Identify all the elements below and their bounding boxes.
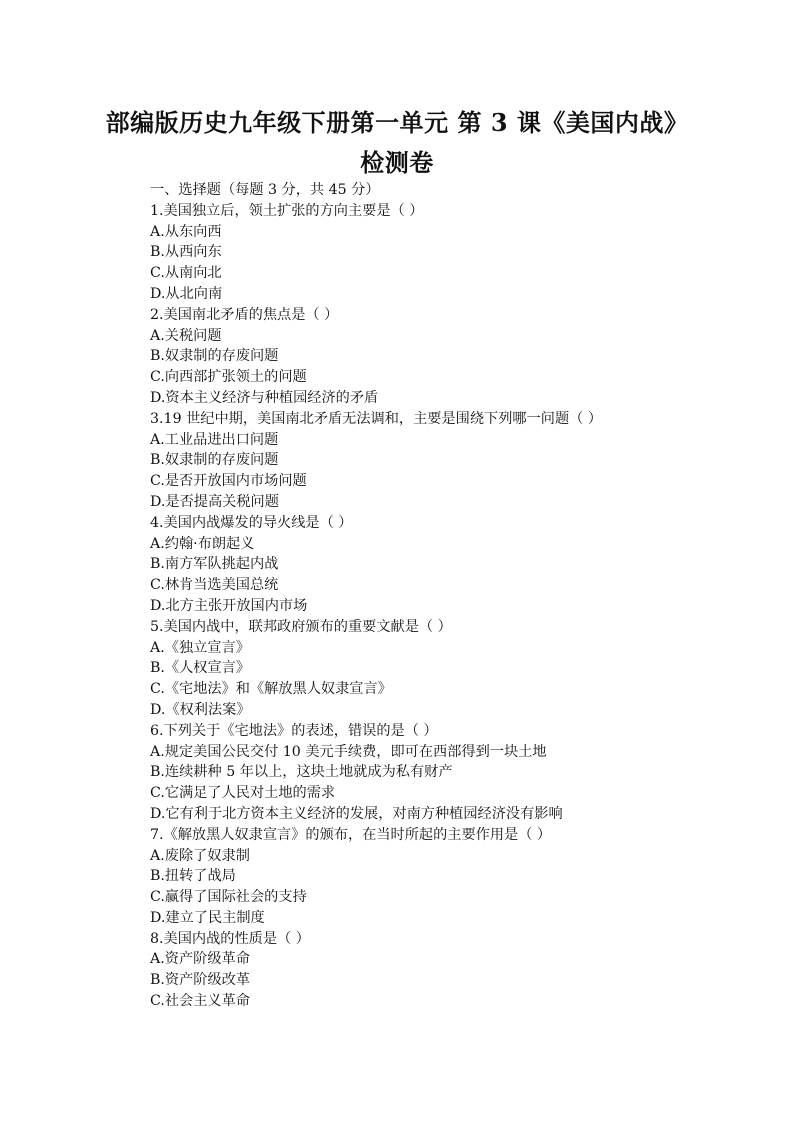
answer-option: A.资产阶级革命 — [150, 951, 250, 968]
answer-option: A.约翰·布朗起义 — [150, 535, 255, 552]
answer-option: A.关税问题 — [150, 327, 222, 344]
answer-option: C.它满足了人民对土地的需求 — [150, 785, 336, 802]
answer-option: D.是否提高关税问题 — [150, 493, 279, 510]
answer-option: D.资本主义经济与种植园经济的矛盾 — [150, 389, 379, 406]
question-stem: 8.美国内战的性质是（ ） — [150, 930, 310, 947]
answer-option: B.资产阶级改革 — [150, 972, 251, 989]
answer-option: D.从北向南 — [150, 285, 223, 302]
answer-option: B.南方军队挑起内战 — [150, 556, 279, 573]
answer-option: B.从西向东 — [150, 244, 222, 261]
question-stem: 4.美国内战爆发的导火线是（ ） — [150, 514, 353, 531]
answer-option: C.林肯当选美国总统 — [150, 577, 279, 594]
answer-option: C.从南向北 — [150, 265, 222, 282]
section-heading: 一、选择题（每题 3 分，共 45 分） — [150, 182, 380, 198]
answer-option: D.《权利法案》 — [150, 701, 251, 718]
question-stem: 1.美国独立后，领土扩张的方向主要是（ ） — [150, 202, 424, 219]
answer-option: C.向西部扩张领土的问题 — [150, 369, 307, 386]
answer-option: B.奴隶制的存废问题 — [150, 348, 279, 365]
question-stem: 6.下列关于《宅地法》的表述，错误的是（ ） — [150, 722, 438, 739]
document-title-line-1: 部编版历史九年级下册第一单元 第 3 课《美国内战》 — [105, 108, 689, 137]
answer-option: B.连续耕种 5 年以上，这块土地就成为私有财产 — [150, 764, 453, 781]
answer-option: C.赢得了国际社会的支持 — [150, 889, 307, 906]
answer-option: A.从东向西 — [150, 223, 222, 240]
answer-option: B.奴隶制的存废问题 — [150, 452, 279, 469]
answer-option: D.建立了民主制度 — [150, 909, 265, 926]
answer-option: D.它有利于北方资本主义经济的发展，对南方种植园经济没有影响 — [150, 805, 563, 822]
question-stem: 5.美国内战中，联邦政府颁布的重要文献是（ ） — [150, 618, 452, 635]
answer-option: A.废除了奴隶制 — [150, 847, 250, 864]
answer-option: B.《人权宣言》 — [150, 660, 251, 677]
question-stem: 3.19 世纪中期，美国南北矛盾无法调和，主要是围绕下列哪一问题（ ） — [150, 410, 603, 427]
answer-option: C.《宅地法》和《解放黑人奴隶宣言》 — [150, 681, 392, 698]
answer-option: C.是否开放国内市场问题 — [150, 473, 307, 490]
answer-option: D.北方主张开放国内市场 — [150, 597, 308, 614]
document-title-line-2: 检测卷 — [360, 148, 434, 177]
answer-option: C.社会主义革命 — [150, 993, 250, 1010]
answer-option: A.工业品进出口问题 — [150, 431, 279, 448]
question-stem: 7.《解放黑人奴隶宣言》的颁布，在当时所起的主要作用是（ ） — [150, 826, 552, 843]
answer-option: B.扭转了战局 — [150, 868, 236, 885]
exam-content — [150, 180, 750, 1012]
answer-option: A.《独立宣言》 — [150, 639, 250, 656]
answer-option: A.规定美国公民交付 10 美元手续费，即可在西部得到一块土地 — [150, 743, 547, 760]
question-stem: 2.美国南北矛盾的焦点是（ ） — [150, 306, 339, 323]
